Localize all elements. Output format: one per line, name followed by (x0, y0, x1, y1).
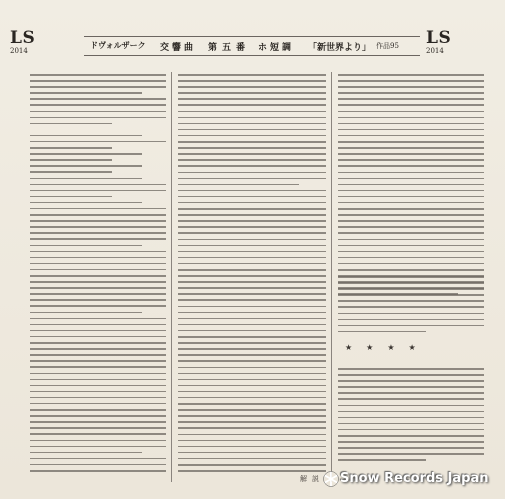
column-divider-2 (331, 72, 332, 482)
signature-char-1: 解 (300, 475, 307, 483)
catalog-code-left (10, 30, 35, 55)
catalog-code-right (426, 30, 451, 55)
text-column-1 (30, 74, 166, 474)
opus-number: 作品95 (376, 42, 399, 50)
title-row (88, 40, 418, 54)
text-column-3-upper (338, 74, 484, 306)
header-rule-top (84, 36, 420, 37)
title-char-9: 調 (282, 43, 292, 53)
text-column-2 (178, 74, 326, 474)
title-char-4: 第 (208, 43, 218, 53)
composer-name: ドヴォルザーク (90, 40, 146, 50)
text-column-3-lower (338, 368, 484, 468)
section-stars: ★★★★ (345, 343, 430, 352)
title-char-6: 番 (236, 43, 246, 53)
header-rule-bottom (84, 55, 420, 56)
title-char-7: ホ (258, 43, 268, 53)
text-column-3-middle (338, 276, 484, 336)
title-char-1: 交 (160, 43, 170, 53)
catalog-label-left: LS (10, 28, 36, 48)
watermark-text: Snow Records Japan (340, 471, 489, 486)
catalog-label-right: LS (426, 28, 452, 48)
title-subtitle: 「新世界より」 (308, 43, 372, 53)
catalog-number-right: 2014 (426, 47, 444, 55)
title-char-2: 響 (172, 43, 182, 53)
signature-char-2: 説 (312, 475, 319, 483)
snowflake-icon (322, 470, 340, 488)
title-char-3: 曲 (184, 43, 194, 53)
title-char-5: 五 (222, 43, 232, 53)
column-divider-1 (171, 72, 172, 482)
catalog-number-left: 2014 (10, 47, 28, 55)
title-char-8: 短 (270, 43, 280, 53)
